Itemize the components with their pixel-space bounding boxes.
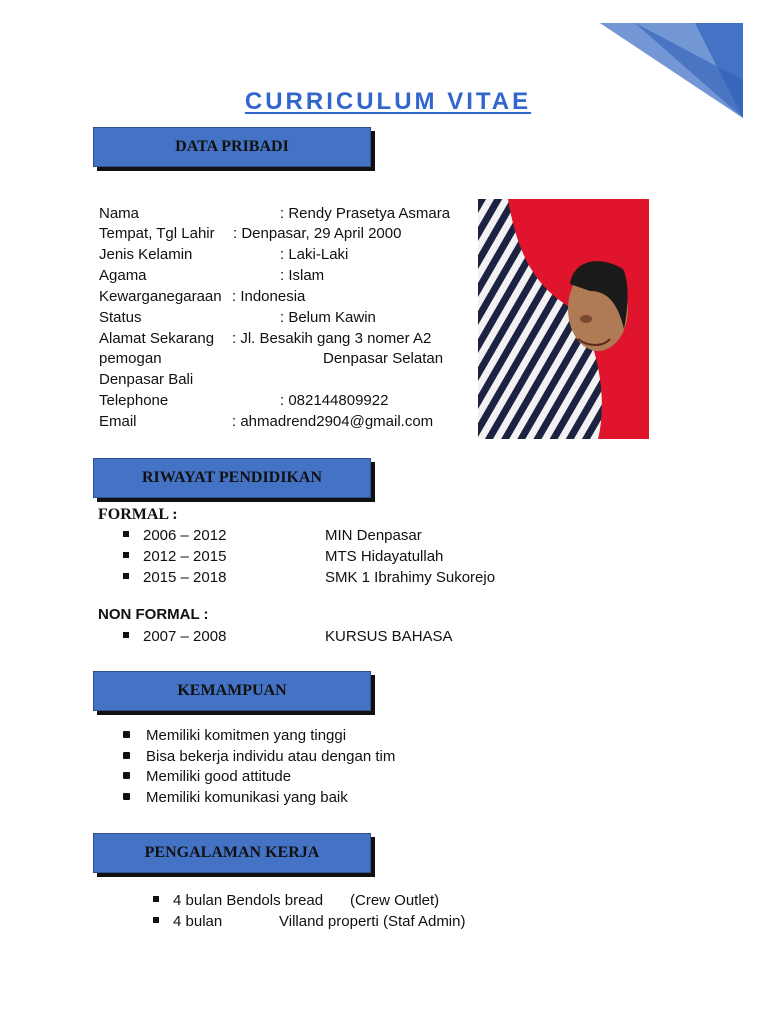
- list-item: 2007 – 2008: [123, 627, 226, 647]
- bullet-icon: [153, 896, 159, 902]
- nama-label: Nama: [99, 205, 140, 222]
- list-item-school: KURSUS BAHASA: [325, 628, 453, 645]
- nama-value: : Rendy Prasetya Asmara: [280, 205, 451, 222]
- experience-detail: Villand properti (Staf Admin): [279, 913, 466, 930]
- experience-detail: (Crew Outlet): [350, 892, 440, 909]
- alamat-line3: Denpasar Bali: [99, 371, 194, 388]
- alamat-label: Alamat Sekarang: [99, 330, 215, 347]
- bullet-icon: [153, 917, 159, 923]
- status-label: Status: [99, 309, 142, 326]
- experience-item: 4 bulan Bendols bread: [153, 891, 323, 911]
- bullet-icon: [123, 552, 129, 558]
- tel-value: : 082144809922: [280, 392, 389, 409]
- list-item: 2015 – 2018: [123, 568, 226, 588]
- bullet-icon: [123, 731, 130, 738]
- bullet-icon: [123, 573, 129, 579]
- list-item-school: SMK 1 Ibrahimy Sukorejo: [325, 569, 496, 586]
- alamat-line2a: pemogan: [99, 350, 162, 367]
- alamat-line2b: Denpasar Selatan: [323, 350, 444, 367]
- formal-label: FORMAL :: [98, 506, 178, 523]
- ttl-label: Tempat, Tgl Lahir: [99, 225, 215, 242]
- skill-item: Memiliki komitmen yang tinggi: [123, 726, 346, 746]
- list-item: 2012 – 2015: [123, 547, 226, 567]
- skill-item: Memiliki good attitude: [123, 767, 291, 787]
- nonformal-label: NON FORMAL :: [98, 606, 209, 623]
- agama-value: : Islam: [280, 267, 325, 284]
- alamat-value: : Jl. Besakih gang 3 nomer A2: [232, 330, 432, 347]
- skill-item: Bisa bekerja individu atau dengan tim: [123, 747, 395, 767]
- bullet-icon: [123, 772, 130, 779]
- section-header-riwayat: RIWAYAT PENDIDIKAN: [93, 458, 371, 498]
- email-value: : ahmadrend2904@gmail.com: [232, 413, 434, 430]
- bullet-icon: [123, 531, 129, 537]
- bullet-icon: [123, 752, 130, 759]
- warga-value: : Indonesia: [232, 288, 306, 305]
- profile-photo: [478, 199, 649, 439]
- jk-label: Jenis Kelamin: [99, 246, 193, 263]
- bullet-icon: [123, 632, 129, 638]
- agama-label: Agama: [99, 267, 147, 284]
- section-header-kemampuan: KEMAMPUAN: [93, 671, 371, 711]
- section-header-data-pribadi: DATA PRIBADI: [93, 127, 371, 167]
- jk-value: : Laki-Laki: [280, 246, 349, 263]
- ttl-value: : Denpasar, 29 April 2000: [233, 225, 402, 242]
- status-value: : Belum Kawin: [280, 309, 376, 326]
- experience-item: 4 bulan: [153, 912, 222, 932]
- list-item: 2006 – 2012: [123, 526, 226, 546]
- list-item-school: MTS Hidayatullah: [325, 548, 444, 565]
- bullet-icon: [123, 793, 130, 800]
- tel-label: Telephone: [99, 392, 169, 409]
- email-label: Email: [99, 413, 137, 430]
- warga-label: Kewarganegaraan: [99, 288, 222, 305]
- list-item-school: MIN Denpasar: [325, 527, 422, 544]
- section-header-pengalaman: PENGALAMAN KERJA: [93, 833, 371, 873]
- skill-item: Memiliki komunikasi yang baik: [123, 788, 348, 808]
- page-title: CURRICULUM VITAE: [244, 88, 532, 115]
